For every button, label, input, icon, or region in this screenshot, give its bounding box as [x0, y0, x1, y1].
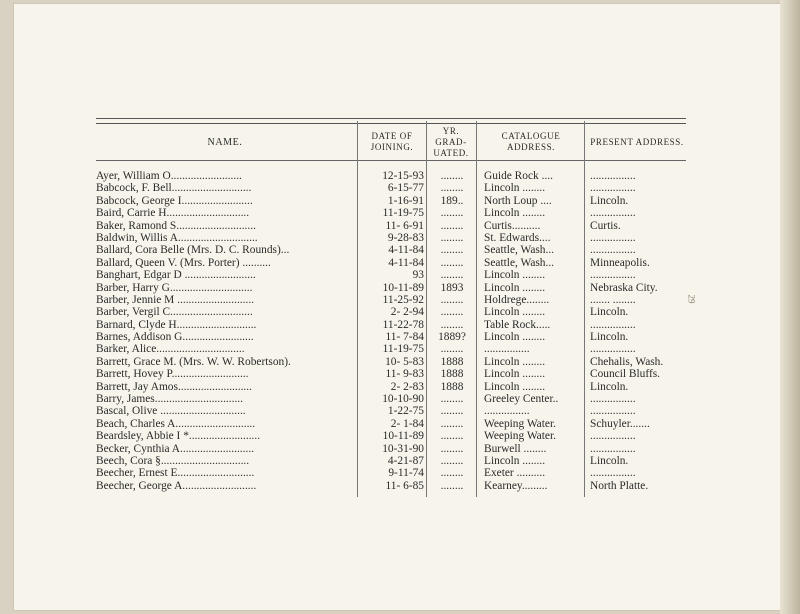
year-graduated-cell: ........ — [440, 207, 464, 220]
table-row — [96, 170, 696, 182]
catalogue-address-cell: Table Rock..... — [484, 318, 551, 331]
date-of-joining-cell: 2- 2-83 — [390, 380, 424, 393]
year-graduated-cell: ........ — [440, 219, 464, 232]
member-name-cell: Barber, Jennie M ........................... — [96, 293, 255, 306]
catalogue-address-cell: Kearney......... — [484, 479, 548, 492]
date-of-joining-cell: 11-19-75 — [382, 343, 424, 356]
member-name-cell: Ballard, Cora Belle (Mrs. D. C. Rounds)... — [96, 244, 290, 257]
present-address-cell: Lincoln. — [590, 380, 629, 393]
date-of-joining-cell: 2- 1-84 — [390, 417, 424, 430]
page-number-mark: 29 — [686, 294, 697, 304]
member-name-cell: Barber, Vergil C............................. — [96, 306, 253, 319]
date-of-joining-cell: 6-15-77 — [387, 182, 424, 195]
present-address-cell: ................ — [590, 393, 636, 406]
member-name-cell: Beech, Cora §............................... — [96, 454, 250, 467]
catalogue-address-cell: Lincoln ........ — [484, 355, 546, 368]
present-address-cell: North Platte. — [590, 479, 649, 492]
member-name-cell: Beach, Charles A............................ — [96, 417, 256, 430]
table-row — [96, 356, 696, 368]
year-graduated-cell: ........ — [440, 479, 464, 492]
catalogue-address-cell: Guide Rock .... — [484, 170, 553, 182]
member-name-cell: Babcock, F. Bell............................ — [96, 182, 252, 195]
table-row — [96, 319, 696, 331]
present-address-cell: ................ — [590, 467, 636, 480]
year-graduated-cell: ........ — [440, 405, 464, 418]
header-date-of-joining: DATE OF JOINING. — [370, 131, 414, 152]
header-year-graduated: YR. GRAD- UATED. — [433, 125, 469, 158]
year-graduated-cell: ........ — [440, 306, 464, 319]
member-name-cell: Ballard, Queen V. (Mrs. Porter) .......... — [96, 256, 271, 269]
member-name-cell: Barrett, Hovey P........................... — [96, 368, 249, 381]
date-of-joining-cell: 11-19-75 — [382, 207, 424, 220]
table-row — [96, 343, 696, 355]
date-of-joining-cell: 10-31-90 — [382, 442, 424, 455]
year-graduated-cell: 1893 — [440, 281, 464, 294]
catalogue-address-cell: Lincoln ........ — [484, 306, 546, 319]
catalogue-address-cell: ................ — [484, 343, 530, 356]
member-name-cell: Babcock, George I......................... — [96, 194, 253, 207]
year-graduated-cell: ........ — [440, 256, 464, 269]
present-address-cell: ................ — [590, 244, 636, 257]
year-graduated-cell: ........ — [440, 454, 464, 467]
date-of-joining-cell: 2- 2-94 — [390, 306, 424, 319]
header-rule — [96, 160, 686, 161]
table-row — [96, 294, 696, 306]
present-address-cell: ................ — [590, 207, 636, 220]
member-name-cell: Barnes, Addison G......................... — [96, 331, 254, 344]
catalogue-address-cell: North Loup .... — [484, 194, 552, 207]
table-row — [96, 232, 696, 244]
present-address-cell: Council Bluffs. — [590, 368, 661, 381]
member-name-cell: Barry, James............................... — [96, 393, 244, 406]
catalogue-address-cell: Seattle, Wash... — [484, 244, 555, 257]
header-catalogue-address: CATALOGUE ADDRESS. — [501, 131, 561, 152]
catalogue-address-cell: Lincoln ........ — [484, 207, 546, 220]
table-row — [96, 430, 696, 442]
book-spine-edge — [780, 0, 800, 614]
member-name-cell: Becker, Cynthia A.......................... — [96, 442, 255, 455]
table-row — [96, 182, 696, 194]
table-header — [96, 125, 686, 159]
table-row — [96, 195, 696, 207]
catalogue-address-cell: Greeley Center.. — [484, 393, 559, 406]
year-graduated-cell: ........ — [440, 244, 464, 257]
present-address-cell: Chehalis, Wash. — [590, 355, 664, 368]
present-address-cell: ....... ........ — [590, 293, 636, 306]
member-name-cell: Barber, Harry G............................. — [96, 281, 253, 294]
present-address-cell: ................ — [590, 343, 636, 356]
table-row — [96, 244, 696, 256]
present-address-cell: ................ — [590, 231, 636, 244]
member-name-cell: Baird, Carrie H............................. — [96, 207, 250, 220]
date-of-joining-cell: 10- 5-83 — [385, 355, 424, 368]
table-row — [96, 269, 696, 281]
year-graduated-cell: 1888 — [440, 355, 464, 368]
date-of-joining-cell: 11- 6-85 — [385, 479, 424, 492]
catalogue-address-cell: St. Edwards.... — [484, 231, 551, 244]
table-row — [96, 393, 696, 405]
catalogue-address-cell: Exeter .......... — [484, 467, 546, 480]
catalogue-address-cell: Lincoln ........ — [484, 281, 546, 294]
present-address-cell: Lincoln. — [590, 194, 629, 207]
year-graduated-cell: ........ — [440, 269, 464, 282]
catalogue-address-cell: Lincoln ........ — [484, 454, 546, 467]
date-of-joining-cell: 11- 9-83 — [385, 368, 424, 381]
table-row — [96, 331, 696, 343]
date-of-joining-cell: 4-11-84 — [388, 244, 424, 257]
date-of-joining-cell: 11- 7-84 — [385, 331, 424, 344]
catalogue-address-cell: Lincoln ........ — [484, 380, 546, 393]
year-graduated-cell: ........ — [440, 393, 464, 406]
year-graduated-cell: ........ — [440, 467, 464, 480]
member-name-cell: Baker, Ramond S............................ — [96, 219, 256, 232]
date-of-joining-cell: 10-10-90 — [382, 393, 424, 406]
date-of-joining-cell: 11-25-92 — [382, 293, 424, 306]
present-address-cell: ................ — [590, 405, 636, 418]
top-double-rule — [96, 118, 686, 124]
date-of-joining-cell: 10-11-89 — [382, 430, 424, 443]
table-row — [96, 480, 696, 492]
year-graduated-cell: 1888 — [440, 368, 464, 381]
date-of-joining-cell: 12-15-93 — [382, 170, 424, 182]
present-address-cell: ................ — [590, 430, 636, 443]
catalogue-address-cell: Curtis.......... — [484, 219, 541, 232]
table-row — [96, 257, 696, 269]
present-address-cell: ................ — [590, 318, 636, 331]
year-graduated-cell: ........ — [440, 343, 464, 356]
year-graduated-cell: 1889? — [438, 331, 466, 344]
date-of-joining-cell: 10-11-89 — [382, 281, 424, 294]
header-name: NAME. — [207, 136, 243, 148]
present-address-cell: Lincoln. — [590, 454, 629, 467]
table-row — [96, 368, 696, 380]
member-name-cell: Beecher, George A.......................... — [96, 479, 257, 492]
present-address-cell: ................ — [590, 170, 636, 182]
member-name-cell: Barrett, Jay Amos.......................... — [96, 380, 252, 393]
catalogue-address-cell: Seattle, Wash... — [484, 256, 555, 269]
date-of-joining-cell: 4-21-87 — [387, 454, 424, 467]
member-name-cell: Beardsley, Abbie I *......................... — [96, 430, 261, 443]
table-row — [96, 282, 696, 294]
date-of-joining-cell: 9-11-74 — [388, 467, 424, 480]
date-of-joining-cell: 1-22-75 — [387, 405, 424, 418]
present-address-cell: Minneapolis. — [590, 256, 650, 269]
catalogue-address-cell: ................ — [484, 405, 530, 418]
year-graduated-cell: ........ — [440, 231, 464, 244]
table-row — [96, 381, 696, 393]
date-of-joining-cell: 11-22-78 — [382, 318, 424, 331]
year-graduated-cell: 189.. — [440, 194, 464, 207]
present-address-cell: Curtis. — [590, 219, 621, 232]
member-name-cell: Beecher, Ernest E........................... — [96, 467, 255, 480]
table-row — [96, 443, 696, 455]
year-graduated-cell: ........ — [440, 170, 464, 182]
table-row — [96, 455, 696, 467]
catalogue-address-cell: Lincoln ........ — [484, 368, 546, 381]
table-row — [96, 405, 696, 417]
member-name-cell: Ayer, William O......................... — [96, 170, 242, 182]
present-address-cell: ................ — [590, 182, 636, 195]
date-of-joining-cell: 4-11-84 — [388, 256, 424, 269]
present-address-cell: ................ — [590, 442, 636, 455]
year-graduated-cell: ........ — [440, 430, 464, 443]
catalogue-address-cell: Burwell ........ — [484, 442, 547, 455]
member-name-cell: Barnard, Clyde H............................ — [96, 318, 257, 331]
year-graduated-cell: 1888 — [440, 380, 464, 393]
present-address-cell: Nebraska City. — [590, 281, 658, 294]
year-graduated-cell: ........ — [440, 182, 464, 195]
table-row — [96, 220, 696, 232]
date-of-joining-cell: 93 — [412, 269, 424, 282]
date-of-joining-cell: 9-28-83 — [387, 231, 424, 244]
table-row — [96, 467, 696, 479]
year-graduated-cell: ........ — [440, 417, 464, 430]
member-name-cell: Banghart, Edgar D ......................... — [96, 269, 256, 282]
catalogue-address-cell: Holdrege........ — [484, 293, 550, 306]
member-name-cell: Bascal, Olive .............................. — [96, 405, 246, 418]
table-row — [96, 207, 696, 219]
present-address-cell: Schuyler....... — [590, 417, 650, 430]
member-table-body — [96, 170, 696, 492]
catalogue-address-cell: Lincoln ........ — [484, 331, 546, 344]
table-row — [96, 418, 696, 430]
year-graduated-cell: ........ — [440, 318, 464, 331]
member-name-cell: Barker, Alice............................... — [96, 343, 245, 356]
year-graduated-cell: ........ — [440, 442, 464, 455]
present-address-cell: ................ — [590, 269, 636, 282]
catalogue-address-cell: Weeping Water. — [484, 430, 556, 443]
present-address-cell: Lincoln. — [590, 331, 629, 344]
date-of-joining-cell: 11- 6-91 — [385, 219, 424, 232]
catalogue-address-cell: Lincoln ........ — [484, 182, 546, 195]
year-graduated-cell: ........ — [440, 293, 464, 306]
table-row — [96, 306, 696, 318]
header-present-address: PRESENT ADDRESS. — [590, 136, 684, 147]
member-name-cell: Barrett, Grace M. (Mrs. W. W. Robertson). — [96, 355, 291, 368]
catalogue-address-cell: Lincoln ........ — [484, 269, 546, 282]
present-address-cell: Lincoln. — [590, 306, 629, 319]
catalogue-address-cell: Weeping Water. — [484, 417, 556, 430]
date-of-joining-cell: 1-16-91 — [387, 194, 424, 207]
member-name-cell: Baldwin, Willis A............................ — [96, 231, 258, 244]
